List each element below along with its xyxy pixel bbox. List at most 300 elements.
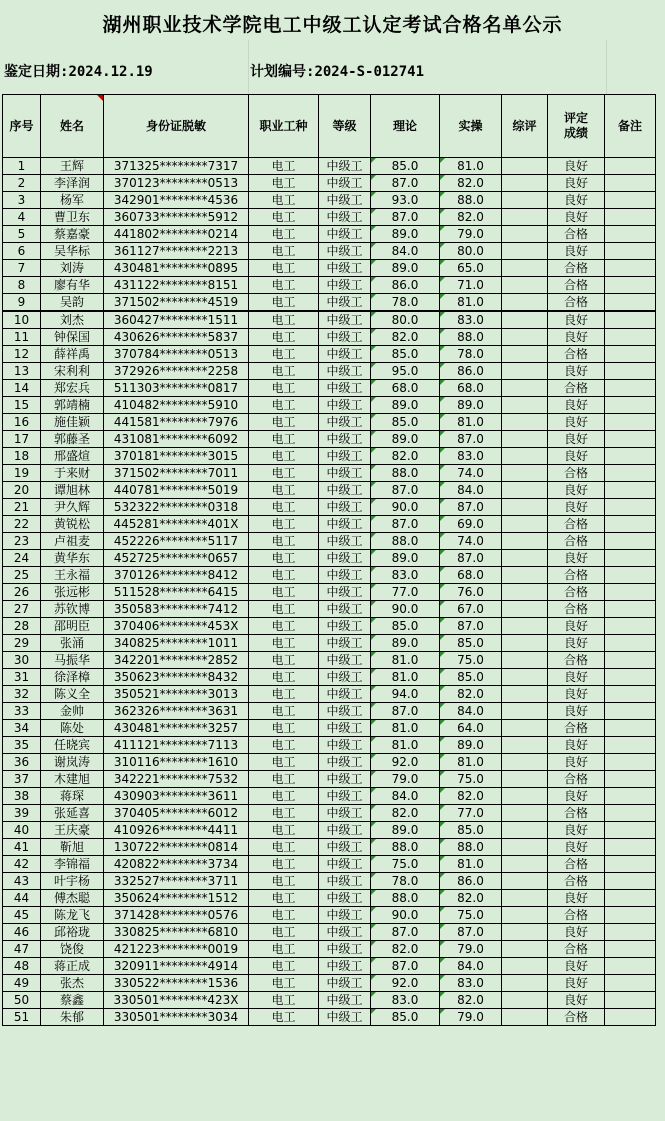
cell-id[interactable]: 330522********1536 xyxy=(104,975,249,992)
header-occupation[interactable]: 职业工种 xyxy=(249,95,319,158)
cell-occupation[interactable]: 电工 xyxy=(249,805,319,822)
cell-overall[interactable] xyxy=(502,209,548,226)
cell-id[interactable]: 342201********2852 xyxy=(104,652,249,669)
cell-grade[interactable]: 合格 xyxy=(548,260,605,277)
cell-id[interactable]: 430481********0895 xyxy=(104,260,249,277)
cell-name[interactable]: 谭旭林 xyxy=(41,482,104,499)
cell-grade[interactable]: 合格 xyxy=(548,346,605,363)
cell-occupation[interactable]: 电工 xyxy=(249,380,319,397)
cell-remarks[interactable] xyxy=(605,652,656,669)
cell-remarks[interactable] xyxy=(605,448,656,465)
cell-overall[interactable] xyxy=(502,669,548,686)
cell-id[interactable]: 440781********5019 xyxy=(104,482,249,499)
cell-id[interactable]: 370126********8412 xyxy=(104,567,249,584)
cell-id[interactable]: 372926********2258 xyxy=(104,363,249,380)
cell-level[interactable]: 中级工 xyxy=(319,311,371,329)
cell-theory[interactable]: 89.0 xyxy=(371,226,440,243)
cell-grade[interactable]: 良好 xyxy=(548,839,605,856)
cell-seq[interactable]: 4 xyxy=(3,209,41,226)
cell-name[interactable]: 蒋琛 xyxy=(41,788,104,805)
cell-id[interactable]: 350624********1512 xyxy=(104,890,249,907)
cell-grade[interactable]: 良好 xyxy=(548,414,605,431)
cell-grade[interactable]: 合格 xyxy=(548,584,605,601)
cell-overall[interactable] xyxy=(502,975,548,992)
cell-remarks[interactable] xyxy=(605,992,656,1009)
cell-overall[interactable] xyxy=(502,448,548,465)
cell-id[interactable]: 411121********7113 xyxy=(104,737,249,754)
cell-level[interactable]: 中级工 xyxy=(319,482,371,499)
cell-level[interactable]: 中级工 xyxy=(319,414,371,431)
cell-occupation[interactable]: 电工 xyxy=(249,465,319,482)
cell-remarks[interactable] xyxy=(605,363,656,380)
cell-theory[interactable]: 82.0 xyxy=(371,329,440,346)
cell-occupation[interactable]: 电工 xyxy=(249,652,319,669)
cell-overall[interactable] xyxy=(502,277,548,294)
cell-grade[interactable]: 合格 xyxy=(548,907,605,924)
cell-id[interactable]: 130722********0814 xyxy=(104,839,249,856)
cell-seq[interactable]: 30 xyxy=(3,652,41,669)
cell-seq[interactable]: 45 xyxy=(3,907,41,924)
cell-theory[interactable]: 75.0 xyxy=(371,856,440,873)
cell-remarks[interactable] xyxy=(605,924,656,941)
cell-remarks[interactable] xyxy=(605,380,656,397)
cell-occupation[interactable]: 电工 xyxy=(249,448,319,465)
cell-seq[interactable]: 27 xyxy=(3,601,41,618)
cell-theory[interactable]: 81.0 xyxy=(371,669,440,686)
cell-id[interactable]: 430626********5837 xyxy=(104,329,249,346)
cell-remarks[interactable] xyxy=(605,226,656,243)
cell-id[interactable]: 360733********5912 xyxy=(104,209,249,226)
cell-id[interactable]: 421223********0019 xyxy=(104,941,249,958)
cell-seq[interactable]: 42 xyxy=(3,856,41,873)
cell-practical[interactable]: 87.0 xyxy=(440,431,502,448)
cell-level[interactable]: 中级工 xyxy=(319,686,371,703)
cell-overall[interactable] xyxy=(502,618,548,635)
cell-grade[interactable]: 良好 xyxy=(548,924,605,941)
cell-name[interactable]: 蔡鑫 xyxy=(41,992,104,1009)
cell-occupation[interactable]: 电工 xyxy=(249,873,319,890)
cell-level[interactable]: 中级工 xyxy=(319,277,371,294)
cell-practical[interactable]: 82.0 xyxy=(440,890,502,907)
cell-practical[interactable]: 81.0 xyxy=(440,158,502,175)
cell-occupation[interactable]: 电工 xyxy=(249,260,319,277)
cell-practical[interactable]: 78.0 xyxy=(440,346,502,363)
cell-level[interactable]: 中级工 xyxy=(319,584,371,601)
cell-theory[interactable]: 87.0 xyxy=(371,958,440,975)
cell-seq[interactable]: 22 xyxy=(3,516,41,533)
cell-theory[interactable]: 77.0 xyxy=(371,584,440,601)
cell-seq[interactable]: 28 xyxy=(3,618,41,635)
cell-overall[interactable] xyxy=(502,839,548,856)
cell-overall[interactable] xyxy=(502,754,548,771)
cell-occupation[interactable]: 电工 xyxy=(249,209,319,226)
cell-practical[interactable]: 83.0 xyxy=(440,311,502,329)
cell-practical[interactable]: 85.0 xyxy=(440,635,502,652)
cell-level[interactable]: 中级工 xyxy=(319,703,371,720)
cell-practical[interactable]: 84.0 xyxy=(440,482,502,499)
cell-name[interactable]: 邢盛煊 xyxy=(41,448,104,465)
cell-theory[interactable]: 90.0 xyxy=(371,601,440,618)
cell-name[interactable]: 郭藤圣 xyxy=(41,431,104,448)
cell-seq[interactable]: 35 xyxy=(3,737,41,754)
cell-id[interactable]: 452725********0657 xyxy=(104,550,249,567)
header-practical[interactable]: 实操 xyxy=(440,95,502,158)
cell-practical[interactable]: 64.0 xyxy=(440,720,502,737)
cell-practical[interactable]: 83.0 xyxy=(440,448,502,465)
cell-theory[interactable]: 88.0 xyxy=(371,890,440,907)
cell-id[interactable]: 410926********4411 xyxy=(104,822,249,839)
cell-overall[interactable] xyxy=(502,584,548,601)
cell-seq[interactable]: 32 xyxy=(3,686,41,703)
cell-occupation[interactable]: 电工 xyxy=(249,771,319,788)
cell-remarks[interactable] xyxy=(605,465,656,482)
cell-theory[interactable]: 82.0 xyxy=(371,805,440,822)
cell-remarks[interactable] xyxy=(605,737,656,754)
cell-seq[interactable]: 25 xyxy=(3,567,41,584)
cell-occupation[interactable]: 电工 xyxy=(249,839,319,856)
cell-remarks[interactable] xyxy=(605,975,656,992)
cell-occupation[interactable]: 电工 xyxy=(249,363,319,380)
cell-overall[interactable] xyxy=(502,243,548,260)
cell-overall[interactable] xyxy=(502,1009,548,1026)
cell-level[interactable]: 中级工 xyxy=(319,907,371,924)
cell-theory[interactable]: 92.0 xyxy=(371,754,440,771)
cell-overall[interactable] xyxy=(502,941,548,958)
cell-id[interactable]: 410482********5910 xyxy=(104,397,249,414)
cell-theory[interactable]: 85.0 xyxy=(371,618,440,635)
cell-level[interactable]: 中级工 xyxy=(319,635,371,652)
cell-occupation[interactable]: 电工 xyxy=(249,618,319,635)
cell-level[interactable]: 中级工 xyxy=(319,873,371,890)
cell-level[interactable]: 中级工 xyxy=(319,856,371,873)
cell-occupation[interactable]: 电工 xyxy=(249,737,319,754)
cell-occupation[interactable]: 电工 xyxy=(249,294,319,312)
cell-occupation[interactable]: 电工 xyxy=(249,431,319,448)
cell-grade[interactable]: 合格 xyxy=(548,652,605,669)
cell-occupation[interactable]: 电工 xyxy=(249,941,319,958)
cell-occupation[interactable]: 电工 xyxy=(249,243,319,260)
cell-name[interactable]: 张杰 xyxy=(41,975,104,992)
cell-id[interactable]: 371325********7317 xyxy=(104,158,249,175)
cell-overall[interactable] xyxy=(502,499,548,516)
cell-id[interactable]: 350623********8432 xyxy=(104,669,249,686)
cell-theory[interactable]: 81.0 xyxy=(371,652,440,669)
cell-remarks[interactable] xyxy=(605,635,656,652)
cell-theory[interactable]: 87.0 xyxy=(371,482,440,499)
cell-id[interactable]: 371502********4519 xyxy=(104,294,249,312)
cell-grade[interactable]: 良好 xyxy=(548,686,605,703)
cell-occupation[interactable]: 电工 xyxy=(249,175,319,192)
cell-id[interactable]: 362326********3631 xyxy=(104,703,249,720)
cell-occupation[interactable]: 电工 xyxy=(249,975,319,992)
cell-level[interactable]: 中级工 xyxy=(319,175,371,192)
cell-grade[interactable]: 良好 xyxy=(548,243,605,260)
cell-level[interactable]: 中级工 xyxy=(319,771,371,788)
cell-seq[interactable]: 9 xyxy=(3,294,41,312)
cell-overall[interactable] xyxy=(502,311,548,329)
cell-remarks[interactable] xyxy=(605,346,656,363)
cell-grade[interactable]: 良好 xyxy=(548,311,605,329)
cell-occupation[interactable]: 电工 xyxy=(249,346,319,363)
cell-theory[interactable]: 87.0 xyxy=(371,703,440,720)
cell-theory[interactable]: 87.0 xyxy=(371,209,440,226)
cell-overall[interactable] xyxy=(502,516,548,533)
cell-seq[interactable]: 40 xyxy=(3,822,41,839)
cell-seq[interactable]: 39 xyxy=(3,805,41,822)
cell-grade[interactable]: 良好 xyxy=(548,890,605,907)
cell-remarks[interactable] xyxy=(605,533,656,550)
cell-practical[interactable]: 85.0 xyxy=(440,822,502,839)
cell-occupation[interactable]: 电工 xyxy=(249,686,319,703)
cell-grade[interactable]: 良好 xyxy=(548,822,605,839)
cell-remarks[interactable] xyxy=(605,499,656,516)
cell-occupation[interactable]: 电工 xyxy=(249,311,319,329)
cell-overall[interactable] xyxy=(502,992,548,1009)
cell-overall[interactable] xyxy=(502,226,548,243)
cell-id[interactable]: 441581********7976 xyxy=(104,414,249,431)
cell-seq[interactable]: 47 xyxy=(3,941,41,958)
cell-level[interactable]: 中级工 xyxy=(319,431,371,448)
cell-seq[interactable]: 48 xyxy=(3,958,41,975)
cell-seq[interactable]: 29 xyxy=(3,635,41,652)
cell-id[interactable]: 445281********401X xyxy=(104,516,249,533)
cell-theory[interactable]: 95.0 xyxy=(371,363,440,380)
cell-practical[interactable]: 81.0 xyxy=(440,414,502,431)
cell-occupation[interactable]: 电工 xyxy=(249,890,319,907)
cell-seq[interactable]: 10 xyxy=(3,311,41,329)
cell-seq[interactable]: 11 xyxy=(3,329,41,346)
cell-overall[interactable] xyxy=(502,635,548,652)
cell-practical[interactable]: 81.0 xyxy=(440,754,502,771)
cell-remarks[interactable] xyxy=(605,550,656,567)
cell-id[interactable]: 330501********423X xyxy=(104,992,249,1009)
cell-occupation[interactable]: 电工 xyxy=(249,992,319,1009)
cell-remarks[interactable] xyxy=(605,567,656,584)
cell-occupation[interactable]: 电工 xyxy=(249,669,319,686)
cell-theory[interactable]: 89.0 xyxy=(371,550,440,567)
cell-name[interactable]: 郭靖楠 xyxy=(41,397,104,414)
cell-id[interactable]: 370784********0513 xyxy=(104,346,249,363)
cell-name[interactable]: 张延喜 xyxy=(41,805,104,822)
cell-theory[interactable]: 89.0 xyxy=(371,822,440,839)
cell-theory[interactable]: 88.0 xyxy=(371,465,440,482)
cell-seq[interactable]: 50 xyxy=(3,992,41,1009)
cell-theory[interactable]: 89.0 xyxy=(371,635,440,652)
cell-remarks[interactable] xyxy=(605,941,656,958)
cell-theory[interactable]: 86.0 xyxy=(371,277,440,294)
cell-theory[interactable]: 78.0 xyxy=(371,294,440,312)
cell-name[interactable]: 饶俊 xyxy=(41,941,104,958)
cell-occupation[interactable]: 电工 xyxy=(249,703,319,720)
cell-theory[interactable]: 85.0 xyxy=(371,346,440,363)
cell-seq[interactable]: 18 xyxy=(3,448,41,465)
cell-practical[interactable]: 88.0 xyxy=(440,329,502,346)
cell-occupation[interactable]: 电工 xyxy=(249,277,319,294)
cell-theory[interactable]: 84.0 xyxy=(371,243,440,260)
cell-theory[interactable]: 80.0 xyxy=(371,311,440,329)
cell-level[interactable]: 中级工 xyxy=(319,499,371,516)
cell-grade[interactable]: 良好 xyxy=(548,448,605,465)
cell-theory[interactable]: 87.0 xyxy=(371,924,440,941)
cell-id[interactable]: 430481********3257 xyxy=(104,720,249,737)
cell-seq[interactable]: 17 xyxy=(3,431,41,448)
cell-remarks[interactable] xyxy=(605,243,656,260)
cell-remarks[interactable] xyxy=(605,277,656,294)
cell-name[interactable]: 邵明臣 xyxy=(41,618,104,635)
cell-theory[interactable]: 89.0 xyxy=(371,397,440,414)
cell-grade[interactable]: 良好 xyxy=(548,669,605,686)
cell-name[interactable]: 蒋正成 xyxy=(41,958,104,975)
cell-occupation[interactable]: 电工 xyxy=(249,414,319,431)
cell-grade[interactable]: 良好 xyxy=(548,192,605,209)
header-theory[interactable]: 理论 xyxy=(371,95,440,158)
cell-overall[interactable] xyxy=(502,567,548,584)
cell-seq[interactable]: 13 xyxy=(3,363,41,380)
cell-seq[interactable]: 2 xyxy=(3,175,41,192)
cell-occupation[interactable]: 电工 xyxy=(249,720,319,737)
cell-name[interactable]: 马振华 xyxy=(41,652,104,669)
cell-remarks[interactable] xyxy=(605,294,656,312)
cell-seq[interactable]: 41 xyxy=(3,839,41,856)
cell-level[interactable]: 中级工 xyxy=(319,533,371,550)
cell-name[interactable]: 木建旭 xyxy=(41,771,104,788)
cell-remarks[interactable] xyxy=(605,482,656,499)
cell-remarks[interactable] xyxy=(605,788,656,805)
cell-overall[interactable] xyxy=(502,260,548,277)
cell-practical[interactable]: 82.0 xyxy=(440,788,502,805)
cell-overall[interactable] xyxy=(502,550,548,567)
cell-name[interactable]: 黄华东 xyxy=(41,550,104,567)
cell-grade[interactable]: 合格 xyxy=(548,465,605,482)
cell-grade[interactable]: 良好 xyxy=(548,958,605,975)
cell-name[interactable]: 邱裕珑 xyxy=(41,924,104,941)
cell-grade[interactable]: 良好 xyxy=(548,397,605,414)
cell-overall[interactable] xyxy=(502,907,548,924)
cell-grade[interactable]: 合格 xyxy=(548,805,605,822)
cell-seq[interactable]: 49 xyxy=(3,975,41,992)
cell-practical[interactable]: 75.0 xyxy=(440,771,502,788)
cell-level[interactable]: 中级工 xyxy=(319,941,371,958)
cell-occupation[interactable]: 电工 xyxy=(249,550,319,567)
cell-occupation[interactable]: 电工 xyxy=(249,192,319,209)
cell-level[interactable]: 中级工 xyxy=(319,516,371,533)
cell-remarks[interactable] xyxy=(605,431,656,448)
cell-practical[interactable]: 88.0 xyxy=(440,839,502,856)
cell-occupation[interactable]: 电工 xyxy=(249,533,319,550)
cell-practical[interactable]: 87.0 xyxy=(440,499,502,516)
cell-name[interactable]: 李泽润 xyxy=(41,175,104,192)
cell-level[interactable]: 中级工 xyxy=(319,601,371,618)
cell-occupation[interactable]: 电工 xyxy=(249,397,319,414)
cell-overall[interactable] xyxy=(502,652,548,669)
cell-remarks[interactable] xyxy=(605,311,656,329)
cell-grade[interactable]: 合格 xyxy=(548,516,605,533)
cell-theory[interactable]: 88.0 xyxy=(371,533,440,550)
cell-overall[interactable] xyxy=(502,788,548,805)
cell-grade[interactable]: 合格 xyxy=(548,720,605,737)
cell-grade[interactable]: 合格 xyxy=(548,380,605,397)
cell-level[interactable]: 中级工 xyxy=(319,294,371,312)
cell-practical[interactable]: 87.0 xyxy=(440,924,502,941)
cell-grade[interactable]: 良好 xyxy=(548,703,605,720)
cell-level[interactable]: 中级工 xyxy=(319,346,371,363)
cell-name[interactable]: 靳旭 xyxy=(41,839,104,856)
cell-name[interactable]: 卢祖麦 xyxy=(41,533,104,550)
cell-id[interactable]: 350521********3013 xyxy=(104,686,249,703)
cell-overall[interactable] xyxy=(502,363,548,380)
cell-overall[interactable] xyxy=(502,397,548,414)
cell-overall[interactable] xyxy=(502,703,548,720)
cell-seq[interactable]: 1 xyxy=(3,158,41,175)
cell-remarks[interactable] xyxy=(605,209,656,226)
cell-occupation[interactable]: 电工 xyxy=(249,516,319,533)
cell-occupation[interactable]: 电工 xyxy=(249,329,319,346)
cell-overall[interactable] xyxy=(502,431,548,448)
cell-level[interactable]: 中级工 xyxy=(319,397,371,414)
cell-practical[interactable]: 89.0 xyxy=(440,397,502,414)
cell-theory[interactable]: 78.0 xyxy=(371,873,440,890)
cell-seq[interactable]: 12 xyxy=(3,346,41,363)
cell-remarks[interactable] xyxy=(605,720,656,737)
cell-occupation[interactable]: 电工 xyxy=(249,158,319,175)
cell-practical[interactable]: 74.0 xyxy=(440,465,502,482)
cell-grade[interactable]: 良好 xyxy=(548,329,605,346)
cell-grade[interactable]: 良好 xyxy=(548,635,605,652)
cell-seq[interactable]: 21 xyxy=(3,499,41,516)
cell-practical[interactable]: 77.0 xyxy=(440,805,502,822)
cell-practical[interactable]: 86.0 xyxy=(440,363,502,380)
cell-overall[interactable] xyxy=(502,686,548,703)
cell-practical[interactable]: 87.0 xyxy=(440,618,502,635)
cell-theory[interactable]: 79.0 xyxy=(371,771,440,788)
cell-theory[interactable]: 84.0 xyxy=(371,788,440,805)
cell-occupation[interactable]: 电工 xyxy=(249,567,319,584)
cell-practical[interactable]: 87.0 xyxy=(440,550,502,567)
cell-occupation[interactable]: 电工 xyxy=(249,788,319,805)
cell-name[interactable]: 苏钦博 xyxy=(41,601,104,618)
cell-id[interactable]: 441802********0214 xyxy=(104,226,249,243)
cell-name[interactable]: 傅杰聪 xyxy=(41,890,104,907)
cell-id[interactable]: 332527********3711 xyxy=(104,873,249,890)
cell-practical[interactable]: 85.0 xyxy=(440,669,502,686)
cell-seq[interactable]: 38 xyxy=(3,788,41,805)
cell-name[interactable]: 蔡嘉豪 xyxy=(41,226,104,243)
cell-level[interactable]: 中级工 xyxy=(319,567,371,584)
cell-id[interactable]: 320911********4914 xyxy=(104,958,249,975)
cell-name[interactable]: 叶宇杨 xyxy=(41,873,104,890)
cell-theory[interactable]: 81.0 xyxy=(371,720,440,737)
cell-practical[interactable]: 79.0 xyxy=(440,1009,502,1026)
cell-id[interactable]: 330825********6810 xyxy=(104,924,249,941)
cell-name[interactable]: 吴韵 xyxy=(41,294,104,312)
cell-remarks[interactable] xyxy=(605,873,656,890)
cell-name[interactable]: 王辉 xyxy=(41,158,104,175)
cell-overall[interactable] xyxy=(502,601,548,618)
cell-practical[interactable]: 80.0 xyxy=(440,243,502,260)
cell-level[interactable]: 中级工 xyxy=(319,652,371,669)
cell-level[interactable]: 中级工 xyxy=(319,618,371,635)
cell-grade[interactable]: 合格 xyxy=(548,601,605,618)
cell-level[interactable]: 中级工 xyxy=(319,788,371,805)
cell-id[interactable]: 431122********8151 xyxy=(104,277,249,294)
cell-overall[interactable] xyxy=(502,805,548,822)
cell-remarks[interactable] xyxy=(605,584,656,601)
cell-remarks[interactable] xyxy=(605,958,656,975)
cell-remarks[interactable] xyxy=(605,1009,656,1026)
cell-grade[interactable]: 合格 xyxy=(548,226,605,243)
cell-level[interactable]: 中级工 xyxy=(319,958,371,975)
cell-level[interactable]: 中级工 xyxy=(319,260,371,277)
